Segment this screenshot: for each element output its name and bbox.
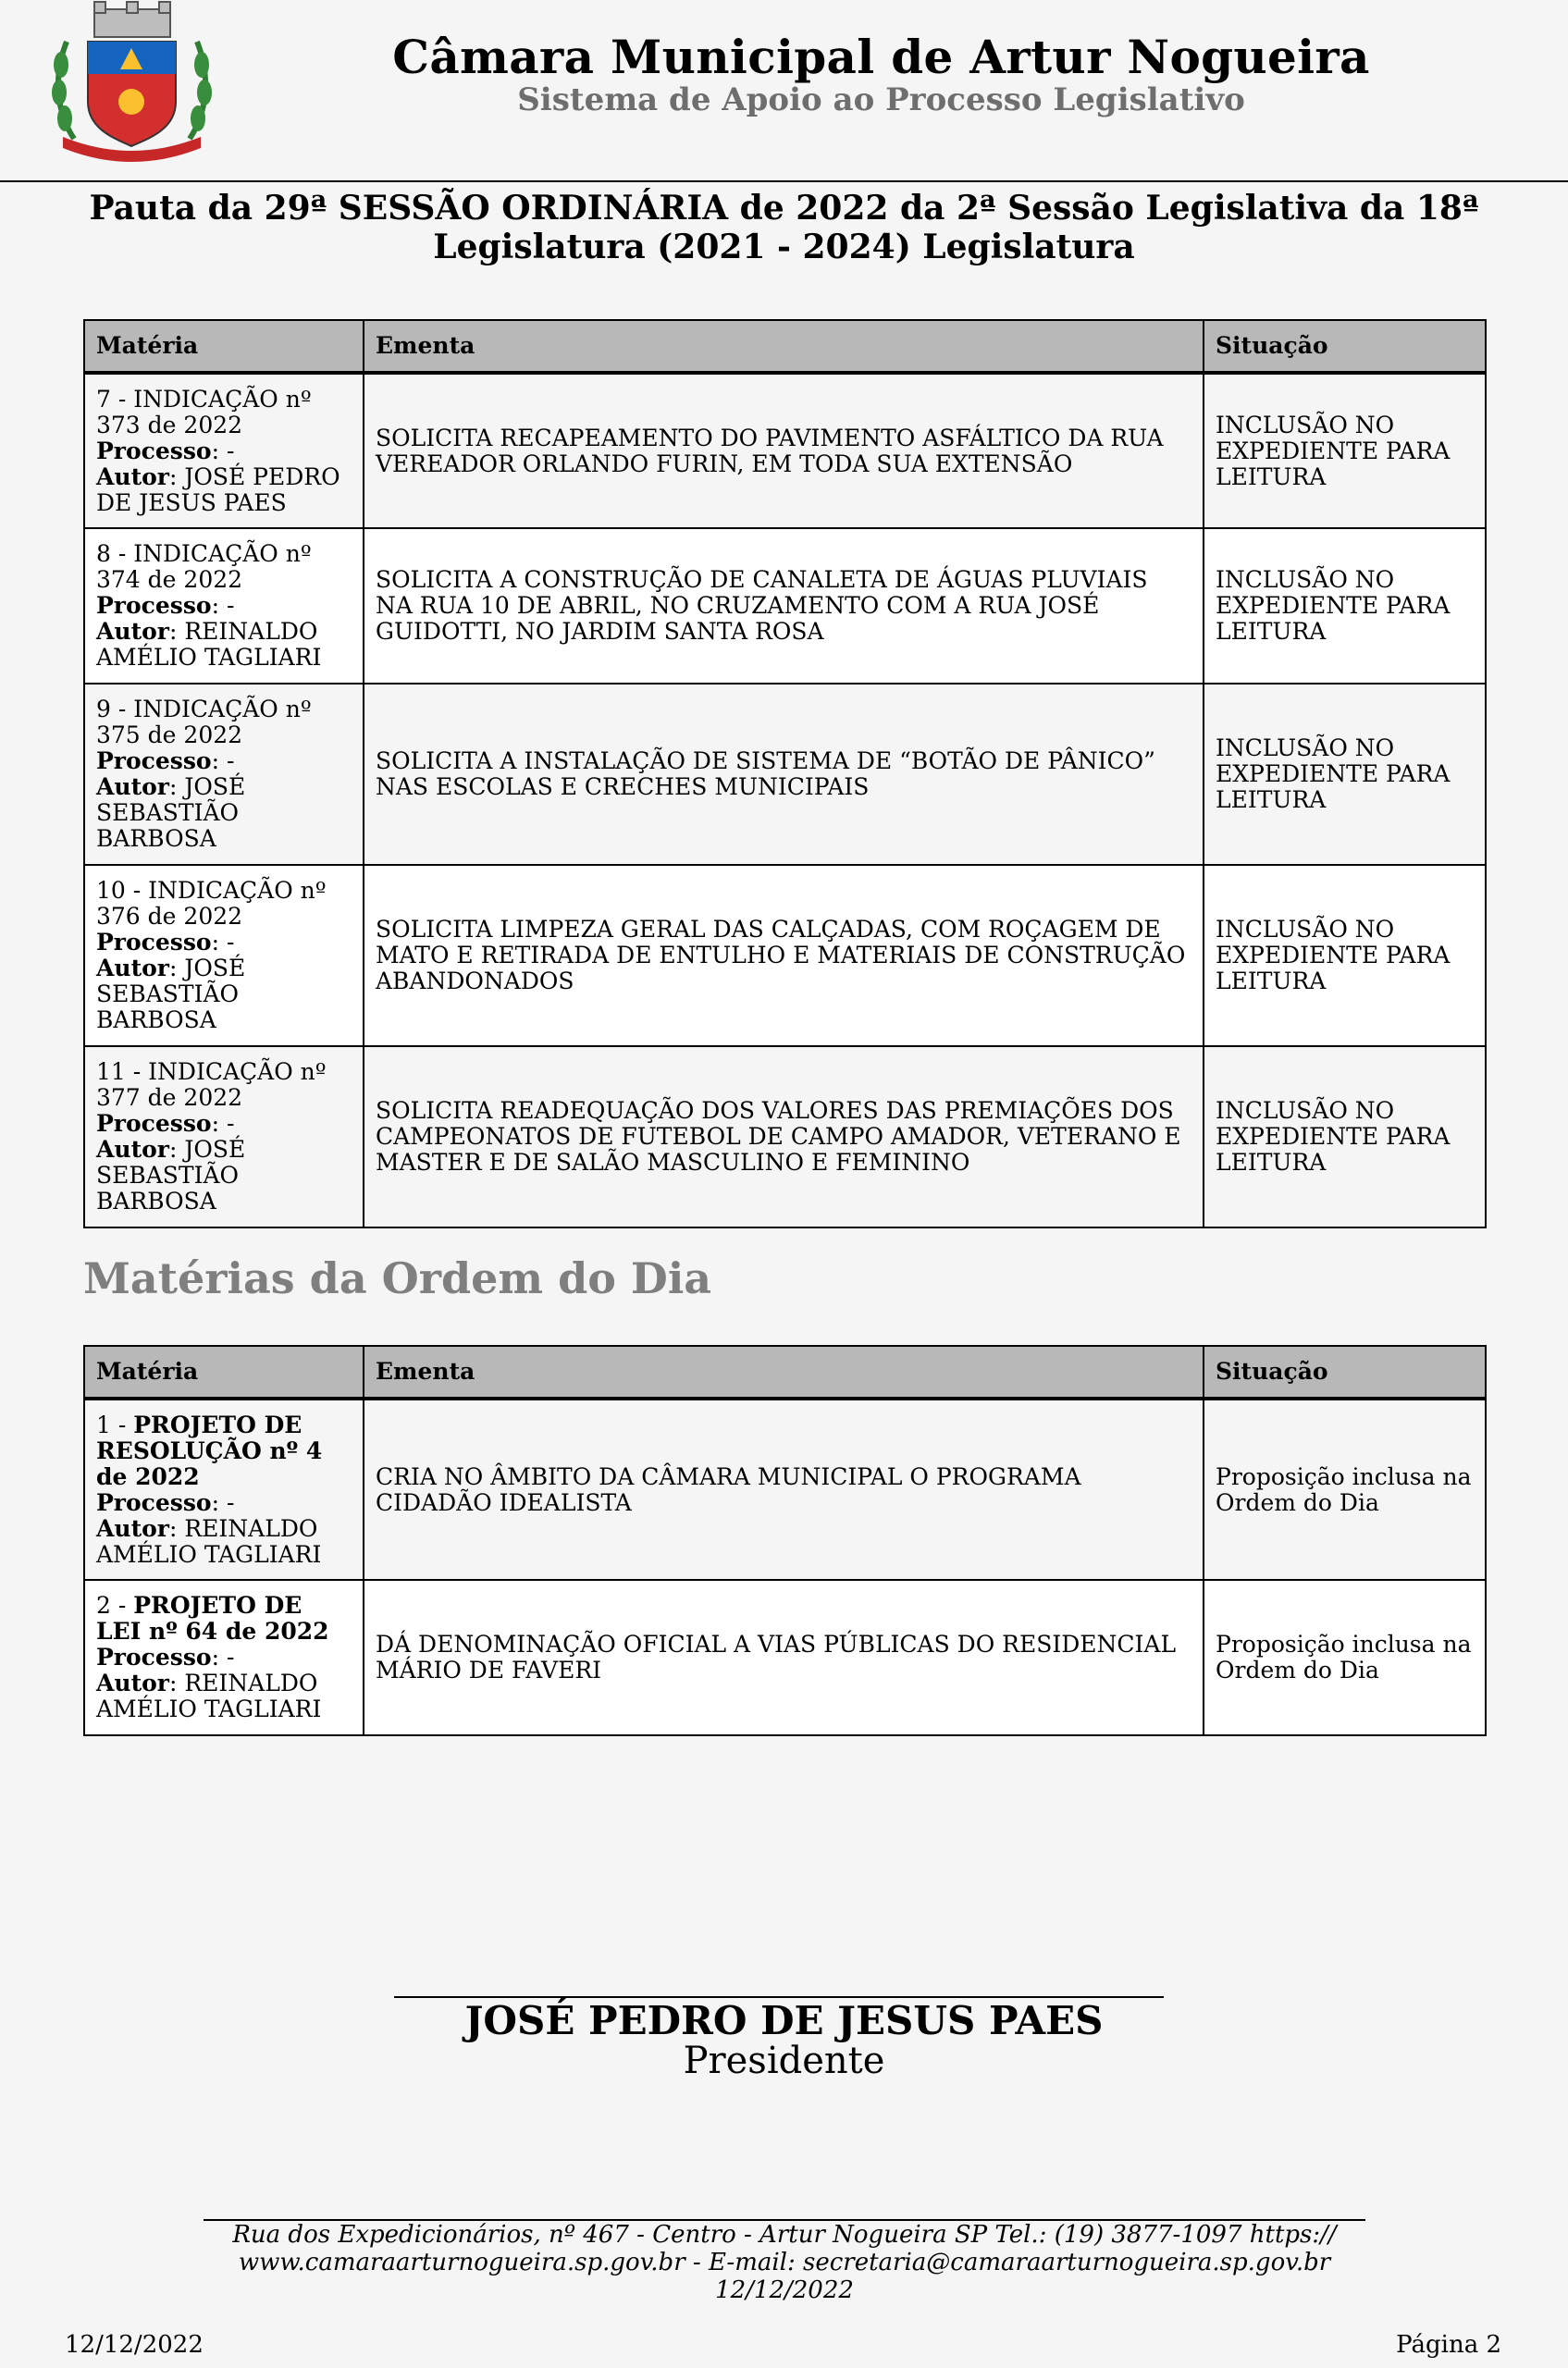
footer-address: Rua dos Expedicionários, nº 467 - Centro - Artur Nogueira SP Tel.: (19) 3877-1097 https:// www.camaraarturnogueira.sp.gov.br - E-mail: secretaria@camaraarturnogueira.sp.gov.br 12/12/2022 — [232, 2221, 1337, 2304]
table-row — [84, 1399, 1486, 1580]
materia-cell — [84, 373, 364, 528]
ementa-cell: DÁ DENOMINAÇÃO OFICIAL A VIAS PÚBLICAS DO RESIDENCIAL MÁRIO DE FAVERI — [364, 1580, 1204, 1735]
materia-title: 8 - INDICAÇÃO nº 374 de 2022 — [96, 540, 312, 593]
table-row — [84, 865, 1486, 1046]
processo-label: Processo — [96, 929, 212, 956]
processo-label: Processo — [96, 1488, 212, 1516]
materia-cell — [84, 865, 364, 1046]
situacao-cell: Proposição inclusa na Ordem do Dia — [1204, 1580, 1486, 1735]
autor-value: : REINALDO AMÉLIO TAGLIARI — [96, 618, 322, 671]
autor-label: Autor — [96, 1514, 169, 1542]
ordem-do-dia-heading: Matérias da Ordem do Dia — [83, 1253, 712, 1303]
page-number: Página 2 — [1396, 2331, 1501, 2359]
table-row — [84, 1046, 1486, 1227]
table-row — [84, 684, 1486, 865]
materia-cell — [84, 1580, 364, 1735]
materia-number: 1 - — [96, 1411, 134, 1438]
materia-title: 7 - INDICAÇÃO nº 373 de 2022 — [96, 385, 312, 438]
processo-label: Processo — [96, 1644, 212, 1671]
ementa-cell: SOLICITA RECAPEAMENTO DO PAVIMENTO ASFÁLTICO DA RUA VEREADOR ORLANDO FURIN, EM TODA SUA EXTENSÃO — [364, 373, 1204, 528]
expediente-table — [83, 319, 1487, 1228]
table-header-row — [84, 320, 1486, 373]
situacao-cell: INCLUSÃO NO EXPEDIENTE PARA LEITURA — [1204, 865, 1486, 1046]
processo-label: Processo — [96, 747, 212, 774]
autor-label: Autor — [96, 773, 169, 800]
table-row — [84, 1580, 1486, 1735]
column-header-materia: Matéria — [84, 320, 364, 373]
materia-title: 10 - INDICAÇÃO nº 376 de 2022 — [96, 877, 327, 930]
column-header-ementa: Ementa — [364, 1346, 1204, 1399]
autor-value: : JOSÉ SEBASTIÃO BARBOSA — [96, 1136, 246, 1215]
ementa-cell: SOLICITA READEQUAÇÃO DOS VALORES DAS PREMIAÇÕES DOS CAMPEONATOS DE FUTEBOL DE CAMPO AMADOR, VETERANO E MASTER E DE SALÃO MASCULINO E FEMININO — [364, 1046, 1204, 1227]
materia-title: 9 - INDICAÇÃO nº 375 de 2022 — [96, 696, 312, 748]
situacao-cell: INCLUSÃO NO EXPEDIENTE PARA LEITURA — [1204, 684, 1486, 865]
ementa-cell: SOLICITA A CONSTRUÇÃO DE CANALETA DE ÁGUAS PLUVIAIS NA RUA 10 DE ABRIL, NO CRUZAMENTO COM A RUA JOSÉ GUIDOTTI, NO JARDIM SANTA ROSA — [364, 528, 1204, 684]
situacao-cell: INCLUSÃO NO EXPEDIENTE PARA LEITURA — [1204, 373, 1486, 528]
autor-value: : JOSÉ PEDRO DE JESUS PAES — [96, 462, 340, 516]
autor-value: : REINALDO AMÉLIO TAGLIARI — [96, 1670, 322, 1722]
signature-role: Presidente — [683, 2040, 885, 2082]
materia-cell — [84, 528, 364, 684]
signature-name: JOSÉ PEDRO DE JESUS PAES — [464, 1998, 1104, 2043]
footer-date: 12/12/2022 — [65, 2331, 204, 2359]
processo-value: : - — [211, 592, 235, 619]
materia-title: 11 - INDICAÇÃO nº 377 de 2022 — [96, 1058, 327, 1111]
table-row — [84, 528, 1486, 684]
autor-label: Autor — [96, 955, 169, 981]
processo-value: : - — [211, 1644, 235, 1671]
processo-label: Processo — [96, 592, 212, 619]
table-row — [84, 373, 1486, 528]
processo-value: : - — [211, 1110, 235, 1137]
processo-value: : - — [211, 1488, 235, 1516]
materia-title: PROJETO DE RESOLUÇÃO nº 4 de 2022 — [96, 1411, 323, 1490]
document-header — [0, 0, 1568, 182]
materia-number: 2 - — [96, 1592, 134, 1619]
autor-value: : JOSÉ SEBASTIÃO BARBOSA — [96, 773, 246, 852]
situacao-cell: Proposição inclusa na Ordem do Dia — [1204, 1399, 1486, 1580]
processo-value: : - — [211, 437, 235, 464]
page-title: Pauta da 29ª SESSÃO ORDINÁRIA de 2022 da 2ª Sessão Legislativa da 18ª Legislatura (2021 - 2024) Legislatura — [89, 189, 1479, 266]
processo-value: : - — [211, 929, 235, 956]
table-header-row — [84, 1346, 1486, 1399]
processo-label: Processo — [96, 437, 212, 464]
chamber-name: Câmara Municipal de Artur Nogueira — [392, 30, 1370, 84]
situacao-cell: INCLUSÃO NO EXPEDIENTE PARA LEITURA — [1204, 528, 1486, 684]
column-header-ementa: Ementa — [364, 320, 1204, 373]
autor-label: Autor — [96, 618, 169, 645]
autor-label: Autor — [96, 462, 169, 490]
system-name: Sistema de Apoio ao Processo Legislativo — [517, 81, 1245, 118]
materia-cell — [84, 1046, 364, 1227]
ementa-cell: CRIA NO ÂMBITO DA CÂMARA MUNICIPAL O PROGRAMA CIDADÃO IDEALISTA — [364, 1399, 1204, 1580]
ordem-do-dia-table — [83, 1345, 1487, 1736]
processo-label: Processo — [96, 1110, 212, 1137]
autor-value: : REINALDO AMÉLIO TAGLIARI — [96, 1514, 322, 1568]
materia-title: PROJETO DE LEI nº 64 de 2022 — [96, 1592, 329, 1645]
column-header-situacao: Situação — [1204, 320, 1486, 373]
ementa-cell: SOLICITA A INSTALAÇÃO DE SISTEMA DE “BOTÃO DE PÂNICO” NAS ESCOLAS E CRECHES MUNICIPAIS — [364, 684, 1204, 865]
materia-cell — [84, 1399, 364, 1580]
column-header-materia: Matéria — [84, 1346, 364, 1399]
column-header-situacao: Situação — [1204, 1346, 1486, 1399]
autor-value: : JOSÉ SEBASTIÃO BARBOSA — [96, 955, 246, 1033]
situacao-cell: INCLUSÃO NO EXPEDIENTE PARA LEITURA — [1204, 1046, 1486, 1227]
ementa-cell: SOLICITA LIMPEZA GERAL DAS CALÇADAS, COM ROÇAGEM DE MATO E RETIRADA DE ENTULHO E MATERIAIS DE CONSTRUÇÃO ABANDONADOS — [364, 865, 1204, 1046]
materia-cell — [84, 684, 364, 865]
autor-label: Autor — [96, 1136, 169, 1163]
processo-value: : - — [211, 747, 235, 774]
autor-label: Autor — [96, 1670, 169, 1696]
